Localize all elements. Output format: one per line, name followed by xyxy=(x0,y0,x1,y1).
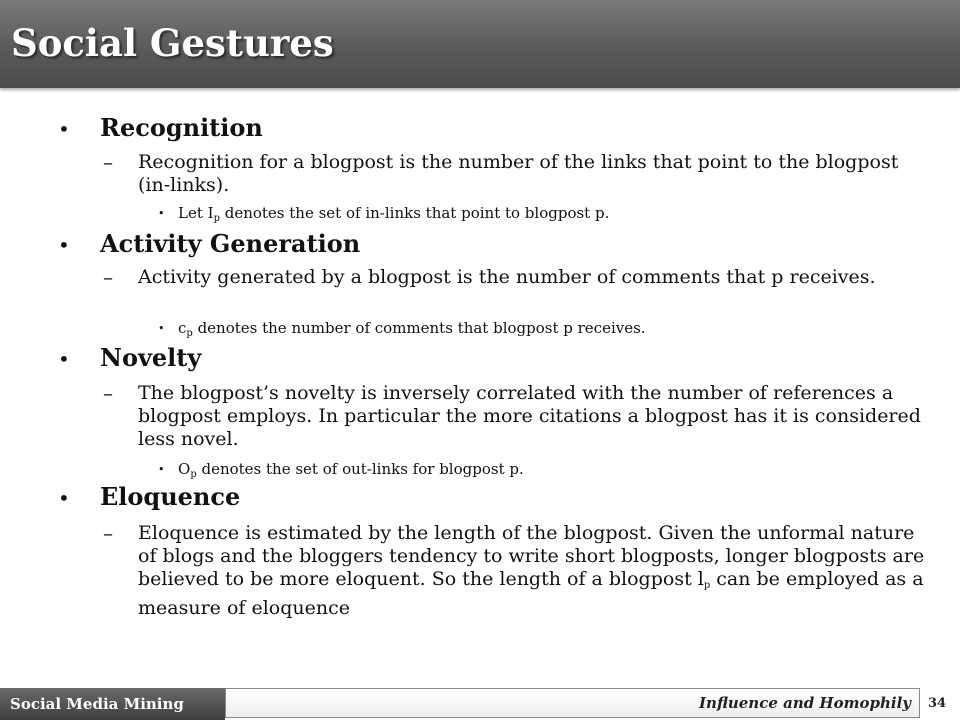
text-eloquence: Eloquence is estimated by the length of the blogpost. Given the unformal nature of blogs and the bloggers tendency to write short blogposts, longer blogposts are believed to be more eloquent. So the length of a blogpost $l_p$ can be employed as a measure of eloquence xyxy=(138,522,925,619)
heading-novelty: Novelty xyxy=(100,343,202,372)
page-number: 34 xyxy=(928,696,947,711)
bullet-icon: • xyxy=(58,117,70,141)
footer-course-name: Social Media Mining xyxy=(0,688,225,720)
text-activity-generation: Activity generated by a blogpost is the number of comments that p receives. xyxy=(138,266,876,288)
heading-eloquence: Eloquence xyxy=(100,482,241,511)
text-recognition: Recognition for a blogpost is the number of the links that point to the blogpost (in-links). xyxy=(138,151,899,196)
text-novelty: The blogpost’s novelty is inversely correlated with the number of references a blogpost employs. In particular the more citations a blogpost has it is considered less novel. xyxy=(138,382,921,450)
slide-title: Social Gestures xyxy=(11,21,334,65)
bullet-icon: • xyxy=(158,463,165,476)
dash-icon: – xyxy=(103,265,113,289)
dash-icon: – xyxy=(103,521,113,545)
bullet-icon: • xyxy=(158,207,165,220)
heading-recognition: Recognition xyxy=(100,113,263,142)
heading-activity-generation: Activity Generation xyxy=(100,229,361,258)
footer-chapter-name: Influence and Homophily xyxy=(225,688,920,718)
subtext-recognition: Let $I_p$ denotes the set of in-links that point to blogpost p. xyxy=(178,204,610,224)
bullet-icon: • xyxy=(58,486,70,510)
dash-icon: – xyxy=(103,150,113,174)
dash-icon: – xyxy=(103,381,113,405)
bullet-icon: • xyxy=(58,347,70,371)
subtext-novelty: $O_p$ denotes the set of out-links for blogpost p. xyxy=(178,460,524,480)
bullet-icon: • xyxy=(158,322,165,335)
subtext-activity-generation: $c_p$ denotes the number of comments that blogpost p receives. xyxy=(178,319,646,339)
footer xyxy=(0,688,960,720)
bullet-icon: • xyxy=(58,233,70,257)
